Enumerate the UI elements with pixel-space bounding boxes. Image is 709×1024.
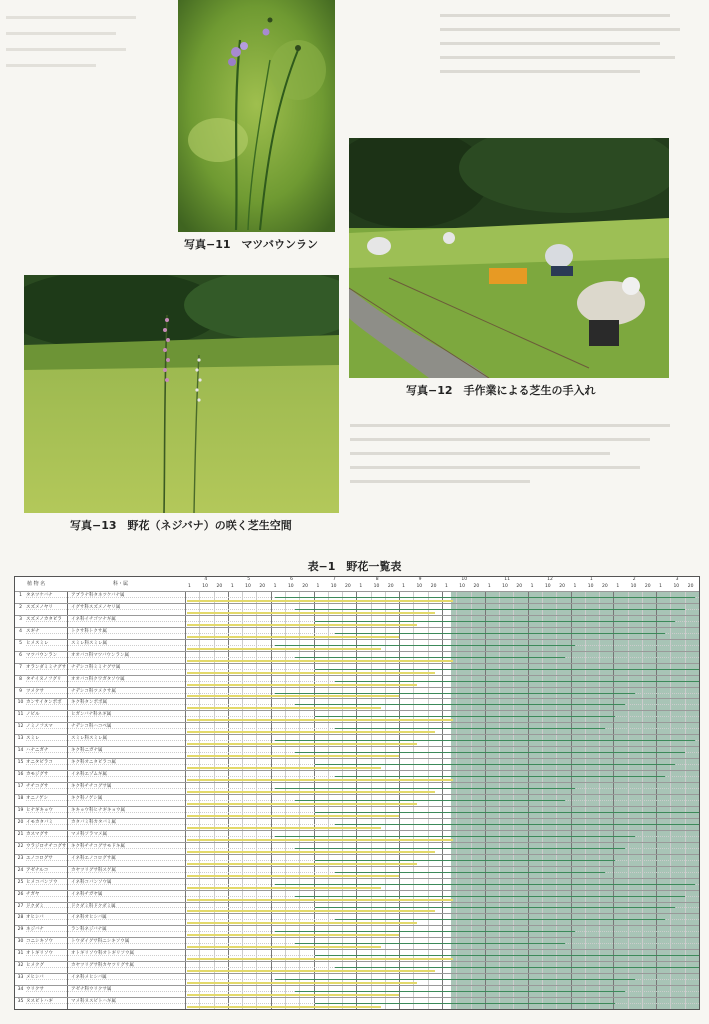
plant-family: イネ科エゾムギ属 (71, 772, 107, 778)
subday-label: 10 (502, 584, 508, 589)
plant-name: ドクダミ (26, 903, 44, 909)
season-bar-green (275, 645, 575, 646)
subday-label: 20 (516, 584, 523, 589)
plant-family: イネ科エノコログサ属 (71, 855, 116, 861)
plant-family: イネ科コバンソウ属 (71, 879, 112, 885)
season-bar-yellow (187, 672, 435, 674)
plant-name: チガヤ (26, 891, 40, 897)
season-bar-yellow (187, 803, 417, 805)
plant-family: キキョウ科ヒナギキョウ属 (71, 807, 125, 813)
subday-label: 1 (530, 584, 534, 589)
plant-name: ヒメコバンソウ (26, 879, 58, 885)
table-row (15, 687, 699, 688)
subday-label: 1 (273, 584, 277, 589)
row-number: 4 (19, 628, 22, 634)
plant-name: オランダミミナグサ (26, 664, 67, 670)
wildflower-table (14, 576, 700, 1010)
row-number: 32 (17, 963, 24, 969)
subday-label: 1 (487, 584, 491, 589)
plant-name: カンサイタンポポ (26, 700, 62, 706)
month-label: 11 (504, 577, 510, 582)
season-bar-yellow (187, 684, 417, 686)
season-bar-yellow (187, 863, 417, 865)
header-plant-name: 植 物 名 (27, 581, 46, 587)
table-row (15, 794, 699, 795)
row-number: 17 (17, 784, 24, 790)
season-bar-green (275, 597, 695, 598)
plant-family: キク科タンポポ属 (71, 700, 107, 706)
table-row (15, 734, 699, 735)
plant-name: マツバウンラン (26, 652, 58, 658)
season-bar-green (275, 788, 575, 789)
table-row (15, 627, 699, 628)
season-bar-green (295, 657, 565, 658)
subday-label: 1 (188, 584, 191, 589)
row-number: 16 (17, 772, 24, 778)
plant-family: トウダイグサ科ニシキソウ属 (71, 939, 130, 945)
photo-nejibana-lawn (24, 275, 339, 513)
plant-family: アブラナ科タネツケバナ属 (71, 593, 125, 598)
table-row (15, 782, 699, 783)
plant-family: イネ科チガヤ属 (71, 891, 103, 897)
season-bar-yellow (187, 934, 399, 936)
row-number: 28 (17, 915, 24, 921)
season-bar-green (335, 776, 665, 777)
season-bar-yellow (187, 899, 453, 901)
season-bar-yellow (187, 887, 381, 889)
plant-name: ヒナギキョウ (26, 807, 53, 813)
season-bar-green (335, 633, 665, 634)
plant-name: コニシキソウ (26, 939, 53, 945)
plant-name: オニタビラコ (26, 760, 53, 766)
table-row (15, 925, 699, 926)
month-label: 10 (461, 577, 468, 582)
plant-name: カモジグサ (26, 772, 49, 778)
plant-name: ヒメスミレ (26, 640, 49, 646)
subday-label: 20 (644, 584, 651, 589)
plant-family: ナデシコ科ミミナグサ属 (71, 664, 121, 670)
season-bar-green (335, 872, 605, 873)
row-number: 3 (19, 616, 22, 622)
season-bar-yellow (187, 875, 399, 877)
table-row (15, 710, 699, 711)
plant-name: ヌスビトハギ (26, 999, 53, 1005)
season-bar-yellow (187, 970, 435, 972)
season-bar-green (335, 919, 665, 920)
plant-family: オオバコ科マツバウンラン属 (71, 652, 130, 658)
table-row (15, 746, 699, 747)
row-number: 7 (19, 664, 22, 670)
row-number: 10 (17, 700, 24, 706)
subday-label: 1 (445, 584, 448, 589)
plant-name: アゼナルコ (26, 867, 49, 873)
season-bar-yellow (187, 719, 453, 721)
plant-name: オトギリソウ (26, 951, 53, 957)
season-bar-green (315, 907, 675, 908)
plant-name: スズメノカタビラ (26, 616, 62, 622)
subday-label: 20 (559, 584, 565, 589)
plant-family: キク科ニガナ属 (71, 748, 103, 754)
season-bar-green (295, 800, 565, 801)
season-bar-yellow (187, 767, 381, 769)
table-row (15, 818, 699, 819)
row-number: 29 (17, 927, 24, 933)
season-bar-green (315, 621, 675, 622)
season-bar-yellow (187, 731, 435, 733)
month-label: 5 (247, 577, 251, 582)
row-number: 11 (17, 712, 24, 718)
season-bar-green (335, 728, 605, 729)
subday-label: 10 (630, 584, 637, 589)
table-row (15, 830, 699, 831)
season-bar-green (295, 704, 625, 705)
season-bar-yellow (187, 648, 381, 650)
photo-13-caption: 写真−13 野花（ネジバナ）の咲く芝生空間 (70, 519, 292, 532)
season-bar-yellow (187, 922, 417, 924)
plant-family: スミレ科スミレ属 (71, 736, 107, 742)
row-number: 24 (17, 867, 24, 873)
table-row (15, 615, 699, 616)
subday-label: 20 (302, 584, 308, 589)
season-bar-green (335, 681, 700, 682)
season-bar-yellow (187, 695, 399, 697)
month-label: 9 (418, 577, 422, 582)
plant-name: メヒシバ (26, 975, 44, 981)
plant-family: カヤツリグサ科カヤツリグサ属 (71, 963, 134, 969)
plant-name: スギナ (26, 628, 40, 634)
row-number: 15 (17, 760, 24, 766)
month-label: 1 (589, 577, 593, 582)
season-bar-yellow (187, 636, 399, 638)
plant-name: カスマグサ (26, 831, 49, 837)
row-number: 5 (19, 640, 22, 646)
plant-family: トクサ科トクサ属 (71, 628, 107, 634)
season-bar-yellow (187, 791, 435, 793)
plant-name: ツメクサ (26, 688, 44, 694)
plant-family: イグサ科スズメノヤリ属 (71, 604, 121, 610)
plant-family: イネ科イチゴツナギ属 (71, 616, 116, 622)
season-bar-green (275, 836, 635, 837)
subday-label: 1 (573, 584, 577, 589)
plant-family: カタバミ科カタバミ属 (71, 819, 116, 825)
subday-label: 10 (330, 584, 337, 589)
plant-family: キク科ノゲシ属 (71, 796, 103, 802)
plant-family: ドクダミ科ドクダミ属 (71, 903, 116, 909)
plant-family: イネ科オヒシバ属 (71, 915, 107, 921)
subday-label: 10 (416, 584, 423, 589)
photo-12-caption: 写真−12 手作業による芝生の手入れ (406, 384, 596, 397)
subday-label: 10 (245, 584, 251, 589)
subday-label: 10 (202, 584, 208, 589)
season-bar-yellow (187, 1006, 381, 1008)
season-bar-green (315, 812, 700, 813)
season-bar-yellow (187, 624, 417, 626)
plant-family: ラン科ネジバナ属 (71, 927, 107, 933)
season-bar-yellow (187, 755, 399, 757)
season-bar-green (315, 955, 700, 956)
faint-text-block-left (6, 10, 156, 130)
plant-family: オオバコ科クワガタソウ属 (71, 676, 125, 682)
plant-family: キク科オニタビラコ属 (71, 760, 116, 766)
season-bar-yellow (187, 982, 417, 984)
season-bar-green (335, 824, 700, 825)
faint-text-block-mid-right (350, 420, 690, 500)
subday-label: 10 (587, 584, 594, 589)
plant-name: エノコログサ (26, 855, 53, 861)
plant-name: チチコグサ (26, 784, 49, 790)
month-label: 6 (290, 577, 293, 582)
season-bar-green (295, 896, 685, 897)
plant-name: タチイヌノフグリ (26, 676, 62, 682)
subday-label: 20 (602, 584, 608, 589)
subday-label: 20 (216, 584, 223, 589)
plant-name: タネツケバナ (26, 593, 53, 598)
plant-name: ハナニガナ (26, 748, 49, 754)
plant-family: キク科チチコグサモドキ属 (71, 843, 125, 849)
table-row (15, 997, 699, 998)
row-number: 9 (19, 688, 22, 694)
plant-name: オヒシバ (26, 915, 44, 921)
table-row (15, 902, 699, 903)
plant-family: イネ科メヒシバ属 (71, 975, 107, 981)
plant-family: マメ科ソラマメ属 (71, 831, 107, 837)
header-family: 科・属 (113, 581, 129, 587)
season-bar-yellow (187, 815, 399, 817)
subday-label: 1 (359, 584, 363, 589)
subday-label: 10 (459, 584, 465, 589)
season-bar-yellow (187, 600, 453, 602)
table-header (15, 577, 699, 592)
table-row (15, 854, 699, 855)
season-bar-green (315, 716, 615, 717)
subday-label: 1 (616, 584, 620, 589)
season-bar-yellow (187, 994, 399, 996)
table-row (15, 758, 699, 759)
row-number: 1 (19, 593, 22, 598)
season-bar-yellow (187, 743, 417, 745)
season-bar-green (275, 740, 695, 741)
row-number: 20 (17, 819, 24, 825)
season-bar-green (335, 967, 700, 968)
month-label: 4 (204, 577, 208, 582)
row-number: 34 (17, 987, 24, 993)
season-bar-green (295, 943, 565, 944)
table-row (15, 722, 699, 723)
subday-label: 20 (687, 584, 694, 589)
season-bar-yellow (187, 707, 381, 709)
subday-label: 1 (659, 584, 663, 589)
row-number: 30 (17, 939, 24, 945)
plant-name: ノミノフスマ (26, 724, 53, 730)
row-number: 26 (17, 891, 24, 897)
subday-label: 1 (230, 584, 234, 589)
season-bar-yellow (187, 779, 453, 781)
faint-text-block-right (440, 8, 690, 98)
row-number: 27 (17, 903, 24, 909)
row-number: 18 (17, 796, 24, 802)
season-bar-green (315, 1003, 615, 1004)
plant-family: ヒガンバナ科ネギ属 (71, 712, 112, 718)
photo-lawn-care (349, 138, 669, 378)
row-number: 12 (17, 724, 24, 730)
season-bar-yellow (187, 612, 435, 614)
season-bar-yellow (187, 660, 453, 662)
month-label: 12 (547, 577, 553, 582)
season-bar-yellow (187, 827, 381, 829)
plant-family: スミレ科スミレ属 (71, 640, 107, 646)
plant-family: アゼナ科ウリクサ属 (71, 987, 112, 993)
row-number: 21 (17, 831, 24, 837)
plant-name: スズメノヤリ (26, 604, 53, 610)
subday-label: 20 (430, 584, 437, 589)
season-bar-green (275, 979, 635, 980)
row-number: 14 (17, 748, 24, 754)
subday-label: 20 (387, 584, 394, 589)
season-bar-yellow (187, 851, 435, 853)
table-row (15, 698, 699, 699)
month-label: 8 (375, 577, 379, 582)
plant-name: イモカタバミ (26, 819, 53, 825)
table-row (15, 973, 699, 974)
plant-family: ナデシコ科ハコベ属 (71, 724, 112, 730)
month-label: 2 (632, 577, 636, 582)
subday-label: 10 (373, 584, 380, 589)
row-number: 31 (17, 951, 24, 957)
plant-family: ナデシコ科ツメクサ属 (71, 688, 116, 694)
plant-family: オトギリソウ科オトギリソウ属 (71, 951, 134, 957)
row-number: 25 (17, 879, 24, 885)
subday-label: 20 (259, 584, 266, 589)
subday-label: 10 (673, 584, 680, 589)
photo-matsubaunran (178, 0, 335, 232)
season-bar-green (295, 752, 685, 753)
row-number: 13 (17, 736, 24, 742)
season-bar-green (295, 848, 625, 849)
plant-name: ウリクサ (26, 987, 44, 993)
row-number: 22 (17, 843, 24, 849)
season-bar-yellow (187, 839, 453, 841)
season-bar-yellow (187, 958, 453, 960)
plant-name: オニノゲシ (26, 796, 49, 802)
row-number: 19 (17, 807, 24, 813)
row-number: 35 (17, 999, 24, 1005)
row-number: 2 (19, 604, 22, 610)
table-row (15, 913, 699, 914)
subday-label: 10 (287, 584, 294, 589)
season-bar-green (315, 860, 615, 861)
plant-family: マメ科ヌスビトハギ属 (71, 999, 116, 1005)
plant-family: カヤツリグサ科スゲ属 (71, 867, 116, 873)
subday-label: 20 (473, 584, 480, 589)
season-bar-yellow (187, 910, 435, 912)
plant-name: ヒメクグ (26, 963, 44, 969)
subday-label: 1 (316, 584, 320, 589)
photo-11-caption: 写真−11 マツバウンラン (184, 238, 318, 251)
row-number: 33 (17, 975, 24, 981)
table-row (15, 890, 699, 891)
table-row (15, 770, 699, 771)
table-row (15, 866, 699, 867)
table-row (15, 985, 699, 986)
row-number: 8 (19, 676, 22, 682)
season-bar-green (315, 764, 675, 765)
row-number: 6 (19, 652, 22, 658)
table-row (15, 639, 699, 640)
plant-name: ウラジロチチコグサ (26, 843, 67, 849)
subday-label: 20 (345, 584, 351, 589)
plant-family: キク科チチコグサ属 (71, 784, 112, 790)
plant-name: スミレ (26, 736, 40, 742)
subday-label: 1 (402, 584, 406, 589)
table-title: 表−1 野花一覧表 (307, 560, 402, 573)
plant-name: ネジバナ (26, 927, 44, 933)
table-row (15, 878, 699, 879)
plant-name: ノビル (26, 712, 40, 718)
month-label: 3 (675, 577, 679, 582)
season-bar-green (275, 931, 575, 932)
season-bar-green (295, 609, 685, 610)
season-bar-green (315, 669, 700, 670)
season-bar-green (275, 884, 695, 885)
month-label: 7 (332, 577, 336, 582)
season-bar-yellow (187, 946, 381, 948)
subday-label: 10 (544, 584, 551, 589)
season-bar-green (275, 693, 635, 694)
row-number: 23 (17, 855, 24, 861)
season-bar-green (295, 991, 625, 992)
